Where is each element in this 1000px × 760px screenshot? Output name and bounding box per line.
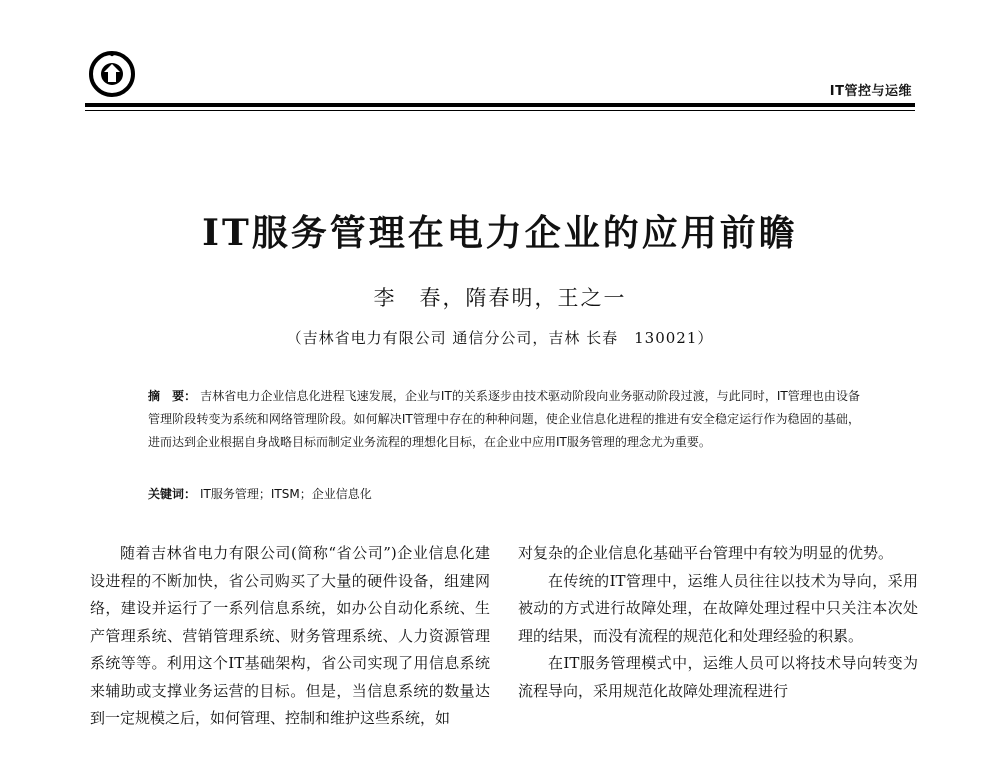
body-paragraph: 随着吉林省电力有限公司(简称“省公司”)企业信息化建设进程的不断加快，省公司购买了大量的硬件设备，组建网络，建设并运行了一系列信息系统，如办公自动化系统、生产管理系统、营销管理系统、财务管理系统、人力资源管理系统等等。利用这个IT基础架构，省公司实现了用信息系统来辅助或支撑业务运营的目标。但是，当信息系统的数量达到一定规模之后，如何管理、控制和维护这些系统，如 [90,544,490,727]
body-paragraph: 在传统的IT管理中，运维人员往往以技术为导向，采用被动的方式进行故障处理，在故障处理过程中只关注本次处理的结果，而没有流程的规范化和处理经验的积累。 [518,571,918,645]
abstract-label: 摘 要： [148,389,197,403]
body-paragraph-continued: 对复杂的企业信息化基础平台管理中有较为明显的优势。 [518,544,894,562]
article-title: IT服务管理在电力企业的应用前瞻 [202,212,798,254]
abstract [148,385,860,454]
body-column-left [90,540,490,733]
body-column-right [518,540,918,705]
abstract-text: 吉林省电力企业信息化进程飞速发展，企业与IT的关系逐步由技术驱动阶段向业务驱动阶段过渡，与此同时，IT管理也由设备管理阶段转变为系统和网络管理阶段。如何解决IT管理中存在的种种问题，使企业信息化进程的推进有安全稳定运行作为稳固的基础，进而达到企业根据自身战略目标而制定业务流程的理想化目标，在企业中应用IT服务管理的理念尤为重要。 [148,389,860,449]
keywords-label: 关键词： [148,487,197,501]
keywords [148,484,860,504]
section-tag: IT管控与运维 [829,84,912,99]
header-rule-thin [85,110,915,111]
keywords-text: IT服务管理；ITSM；企业信息化 [200,487,372,501]
journal-logo-icon [88,50,136,98]
body-paragraph: 在IT服务管理模式中，运维人员可以将技术导向转变为流程导向，采用规范化故障处理流程进行 [518,654,918,700]
header-rule-thick [85,103,915,107]
article-authors: 李 春，隋春明，王之一 [373,286,627,310]
article-affiliation: （吉林省电力有限公司 通信分公司，吉林 长春 130021） [286,329,714,347]
